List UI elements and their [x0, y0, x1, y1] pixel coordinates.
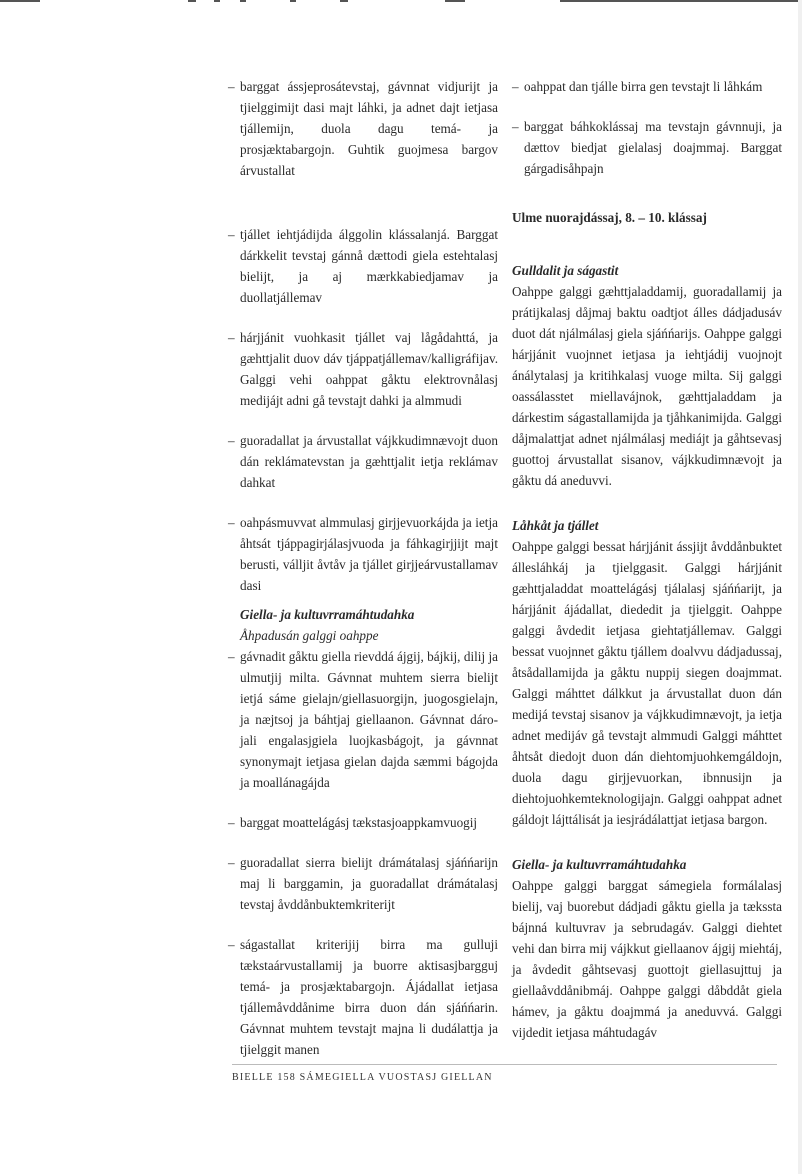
dash-marker: –	[512, 79, 519, 94]
section-heading: Låhkåt ja tjállet	[512, 518, 599, 533]
section-heading: Giella- ja kultuvrramáhtudahka	[240, 607, 415, 622]
bullet-text: barggat ássjeprosátevstaj, gávnnat vidjurijt ja tjielggimijt dasi majt láhki, ja adnet dajt ietjasa tjállemijn, duola dagu temá- ja prosjæktabargojn. Guhtik guojmesa bargov árvustallat	[240, 79, 498, 178]
dash-marker: –	[228, 649, 235, 664]
section-paragraph: Oahppe galggi bessat hárjjánit ássjijt åvddånbuktet állesláhkáj ja tjielggasit. Galggi hárjjánit gæhttjaladdat moattelágásj tjálalasj sjáńńarijt, ja hárjjánit ájádallat, diededit ja tjielggit. Oahppe galggi åvdedit ietjasa giehtatjállemav. Galggi bessat vuojnnet gåktu tjállem doalvvu dádjadussaj, åtsådallamijda ja gåktu nuppij siegen doajmmat. Galggi máhttet dálkkut ja árvustallat duon dán medijá tevstaj sisanov ja vájkkudimnævojt, ja ietja adnet medijáv gå tevstajt almmudi Galggi máhttet åhtsåt diedojt duon dán diehtomjuohkemgáldojn, duola dagu girjjevuorkan, ibnnusijn ja diehtojuohkemteknologijajn. Galggi oahppat adnet gáldojt lájttálisát ja iesjrádálattjat ietjasa bargon.	[512, 539, 782, 827]
section-heading: Gulldalit ja ságastit	[512, 263, 619, 278]
dash-marker: –	[228, 79, 235, 94]
bullet-text: guoradallat ja árvustallat vájkkudimnævojt duon dán reklámatevstan ja gæhttjalit ietja reklámav dahkat	[240, 433, 498, 490]
dash-marker: –	[228, 815, 235, 830]
bullet-item	[228, 646, 498, 793]
bullet-text: guoradallat sierra bielijt drámátalasj sjáńńarijn maj li barggamin, ja guoradallat drámátalasj tevstaj åvddånbuktemkriterijt	[240, 855, 498, 912]
spacer	[512, 830, 782, 854]
bullet-text: gávnadit gåktu giella rievddá ájgij, bájkij, dilij ja ulmutjij milta. Gávnnat muhtem sierra bielijt ietjá sáme gielajn/giellasuorgijn, juogosgielajn, ja næjtsoj ja báhtjaj giellaanon. Gávnnat dáro- jali engalasjgiela luojkasbágojt, ja gávnnat synonymajt ietjasa gielan dajda sæmmi bágojda ja moallánagájda	[240, 649, 498, 790]
bullet-text: hárjjánit vuohkasit tjállet vaj lågådahttá, ja gæhttjalit duov dáv tjáppatjállemav/kalligráfijav. Galggi vehi oahppat gåktu elektrovnålasj medijájt adni gå tevstajt dahki ja almmudi	[240, 330, 498, 408]
spacer	[512, 491, 782, 515]
bullet-text: barggat báhkoklássaj ma tevstajn gávnnuji, ja dættov biedjat gielalasj doajmmaj. Barggat gárgadisåhpajn	[524, 119, 782, 176]
bullet-item	[228, 224, 498, 308]
dash-marker: –	[228, 330, 235, 345]
scan-top-edge	[0, 0, 802, 6]
bullet-item	[228, 327, 498, 411]
scan-right-edge	[798, 0, 802, 1174]
bullet-text: ságastallat kriterijij birra ma gulluji tækstaárvustallamij ja buorre aktisasjbargguj temá- ja prosjæktabargojn. Ájádallat ietjasa tjállemåvddånime birra duon dán sjáńńarin. Gávnnat muhtem tevstajt majna li dudálattja ja tjielggit manen	[240, 937, 498, 1057]
bullet-item	[228, 812, 498, 833]
page-footer: BIELLE 158 SÁMEGIELLA VUOSTASJ GIELLAN	[232, 1072, 493, 1083]
section-heading: Giella- ja kultuvrramáhtudahka	[512, 857, 687, 872]
bullet-item	[228, 512, 498, 596]
section-subheading: Åhpadusán galggi oahppe	[240, 628, 379, 643]
dash-marker: –	[228, 433, 235, 448]
bullet-item	[228, 934, 498, 1060]
bullet-item	[228, 76, 498, 181]
dash-marker: –	[228, 515, 235, 530]
bullet-text: barggat moattelágásj tækstasjoappkamvuogij	[240, 815, 478, 830]
class-heading: Ulme nuorajdássaj, 8. – 10. klássaj	[512, 210, 707, 225]
bullet-text: oahpásmuvvat almmulasj girjjevuorkájda ja ietja åhtsát tjáppagirjálasjvuoda ja fáhkagirjjijt majt berusti, válljit åvtåv ja tjállet girjjeárvustallamav dasi	[240, 515, 498, 593]
bullet-item	[228, 430, 498, 493]
bullet-text: oahppat dan tjálle birra gen tevstajt li låhkám	[524, 79, 763, 94]
bullet-item	[228, 852, 498, 915]
right-column	[512, 76, 782, 1043]
bullet-item	[512, 116, 782, 179]
section-paragraph: Oahppe galggi gæhttjaladdamij, guoradallamij ja prátijkalasj dåjmaj baktu oadtjot álles dádjadusáv duot dát njálmálasj giela sjáńńarijs. Oahppe galggi hárjjánit vuojnnet ietjasa ja iehtjádij vuojnojt ánálytalasj ja kritihkalasj vuoge milta. Sij galggi oassálasstet miellavájnok, gæhttjaladdam ja dárkestim ságastallamijda ja tjåhkanimijda. Galggi dåjmalattjat adnet njálmálasj mediájt ja gåhtsevasj guottoj árvustallat sisanov, vájkkudimnævojt ja gåktu dá aneduvvi.	[512, 284, 782, 488]
bullet-text: tjállet iehtjádijda álggolin klássalanjá. Barggat dárkkelit tevstaj gánnå dættodi giela estehtalasj bielijt, ja aj mærkkabiedjamav ja duollatjállemav	[240, 227, 498, 305]
footer-rule	[232, 1064, 777, 1065]
dash-marker: –	[228, 227, 235, 242]
dash-marker: –	[512, 119, 519, 134]
bullet-item	[512, 76, 782, 97]
dash-marker: –	[228, 937, 235, 952]
left-column	[228, 76, 498, 1079]
section-paragraph: Oahppe galggi barggat sámegiela formálalasj bielij, vaj buorebut dádjadi gåktu giella ja tækssta bájnná kultuvrav ja sebrudagáv. Galggi diehtet vehi dan birra mij vájkkut giellaanov ájgij miehtáj, ja åvdedit gåhtsevasj guottojt giellasujttuj ja giellaåvddånibmáj. Oahppe galggi dåbddåt giela hámev, ja gåktu doajmmá ja aneduvvá. Galggi vijdedit ietjasa máhtudagáv	[512, 878, 782, 1040]
spacer	[228, 200, 498, 224]
dash-marker: –	[228, 855, 235, 870]
